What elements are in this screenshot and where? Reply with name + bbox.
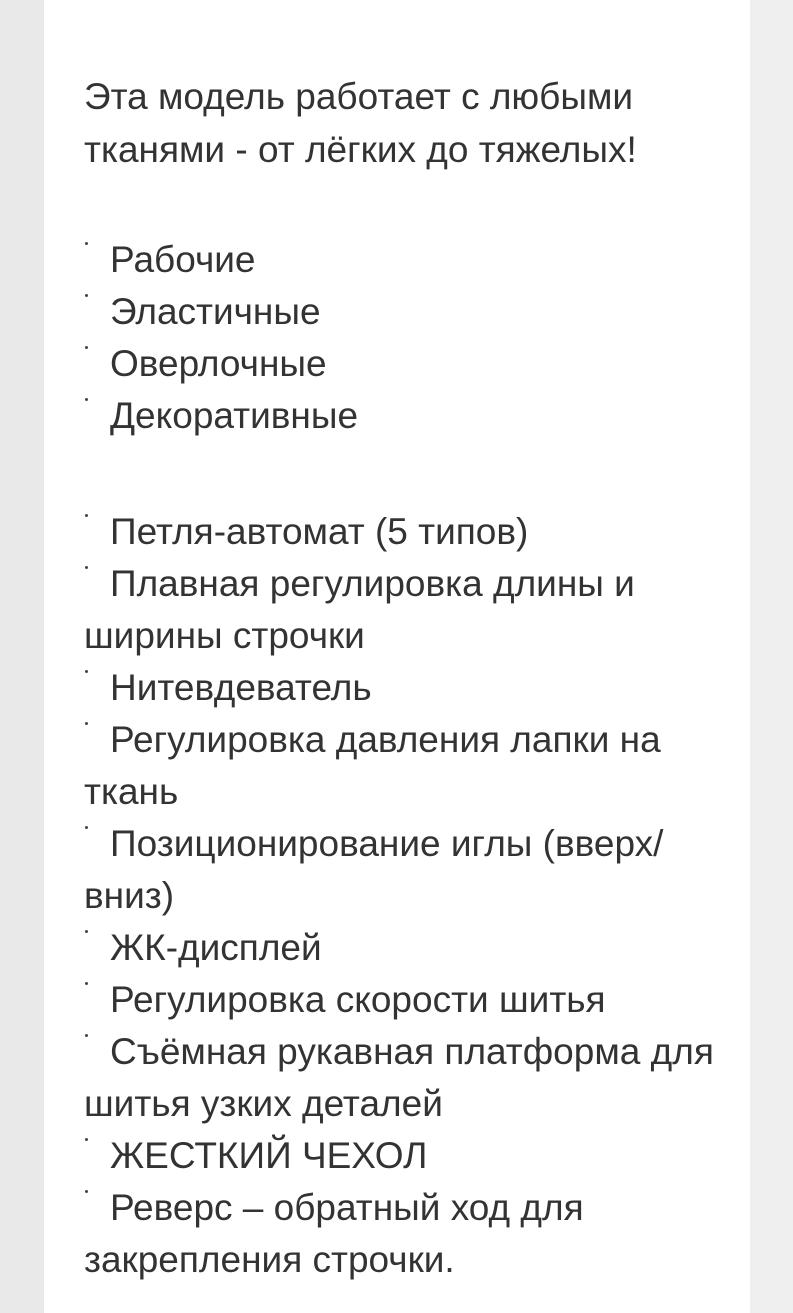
list-item-text: Съёмная рукавная платформа для шитья узких деталей [84,1031,714,1124]
bullet-icon [84,974,110,978]
list-item [84,234,730,286]
stitch-types-list [84,234,730,442]
bullet-icon [84,818,110,822]
list-item-text: Рабочие [110,239,256,280]
list-item [84,390,730,442]
list-item-text: Реверс – обратный ход для закрепления строчки. [84,1187,584,1280]
bullet-icon [84,506,110,510]
right-margin-strip [750,0,793,1313]
left-margin-strip [0,0,44,1313]
list-item-text: Эластичные [110,291,321,332]
list-item-text: ЖК-дисплей [110,927,322,968]
list-item [84,338,730,390]
list-item-text: Позиционирование иглы (вверх/вниз) [84,823,664,916]
list-item-text: Петля-автомат (5 типов) [110,511,529,552]
bullet-icon [84,390,110,394]
list-item [84,558,730,662]
list-item-text: ЖЕСТКИЙ ЧЕХОЛ [110,1135,428,1176]
list-item [84,506,730,558]
bullet-icon [84,662,110,666]
bullet-icon [84,1026,110,1030]
bullet-icon [84,234,110,238]
features-list [84,506,730,1286]
list-item-text: Оверлочные [110,343,327,384]
bullet-icon [84,922,110,926]
list-item [84,974,730,1026]
bullet-icon [84,714,110,718]
list-item [84,286,730,338]
bullet-icon [84,338,110,342]
list-item-text: Декоративные [110,395,359,436]
list-item-text: Регулировка давления лапки на ткань [84,719,661,812]
bullet-icon [84,1130,110,1134]
list-item [84,818,730,922]
list-item [84,1130,730,1182]
list-item-text: Нитевдеватель [110,667,372,708]
list-item-text: Плавная регулировка длины и ширины строчки [84,563,635,656]
bullet-icon [84,1182,110,1186]
list-item-text: Регулировка скорости шитья [110,979,606,1020]
bullet-icon [84,558,110,562]
bullet-icon [84,286,110,290]
list-item [84,1026,730,1130]
list-item [84,1182,730,1286]
list-item [84,714,730,818]
intro-text: Эта модель работает с любыми тканями - от лёгких до тяжелых! [84,76,637,170]
list-item [84,662,730,714]
product-description [44,0,750,1313]
list-item [84,922,730,974]
